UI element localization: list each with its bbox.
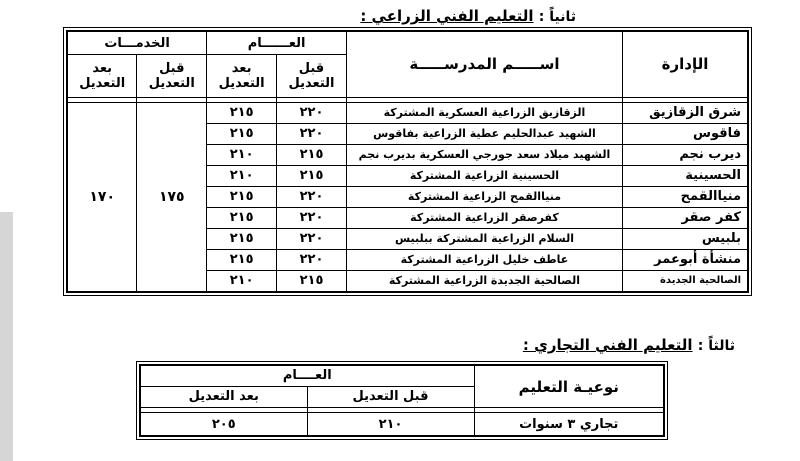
general-before-cell: ٢١٥ — [277, 166, 347, 187]
general-before-cell: ٢٢٠ — [277, 187, 347, 208]
header-administration: الإدارة — [623, 31, 749, 98]
general-before-cell: ٢٢٠ — [277, 103, 347, 124]
admin-cell: الحسينية — [623, 166, 749, 187]
admin-cell: كفر صقر — [623, 208, 749, 229]
section2-heading — [360, 7, 576, 25]
general-after-cell: ٢١٥ — [207, 187, 277, 208]
admin-cell: منياالقمح — [623, 187, 749, 208]
general-after-cell: ٢١٥ — [207, 103, 277, 124]
services-before-cell: ١٧٥ — [137, 103, 207, 293]
admin-cell: ديرب نجم — [623, 145, 749, 166]
header-services-before: قبل التعديل — [137, 55, 207, 98]
general-after-cell: ٢١٥ — [207, 250, 277, 271]
section2-ordinal: ثانياً : — [538, 9, 576, 25]
general-before-cell: ٢٢٠ — [277, 229, 347, 250]
school-cell: منياالقمح الزراعية المشتركة — [346, 187, 622, 208]
school-cell: السلام الزراعية المشتركة ببلبيس — [346, 229, 622, 250]
general-after-cell: ٢١٠ — [207, 145, 277, 166]
admin-cell: منشأة أبوعمر — [623, 250, 749, 271]
agricultural-education-table — [66, 30, 749, 293]
section3-heading — [523, 336, 735, 354]
general-before-cell: ٢١٥ — [277, 271, 347, 293]
general-after-cell: ٢١٥ — [207, 208, 277, 229]
section3-ordinal: ثالثاً : — [697, 338, 735, 354]
admin-cell: الصالحية الجديدة — [623, 271, 749, 293]
school-cell: عاطف خليل الزراعية المشتركة — [346, 250, 622, 271]
school-cell: الصالحية الجديدة الزراعية المشتركة — [346, 271, 622, 293]
general-before-cell: ٢٢٠ — [277, 124, 347, 145]
school-cell: الشهيد عبدالحليم عطية الزراعية بفاقوس — [346, 124, 622, 145]
section2-title: التعليم الفني الزراعي : — [360, 7, 534, 25]
section3-title: التعليم الفني التجاري : — [522, 336, 693, 354]
table-row — [67, 103, 748, 124]
general-before-cell: ٢٢٠ — [277, 250, 347, 271]
header-general-before: قبل التعديل — [277, 55, 347, 98]
commercial-education-table — [139, 364, 665, 437]
admin-cell: شرق الزقازيق — [623, 103, 749, 124]
general-before-cell: ٢١٥ — [277, 145, 347, 166]
after-cell: ٢٠٥ — [140, 413, 307, 437]
general-after-cell: ٢١٥ — [207, 229, 277, 250]
header-general: العــــــام — [207, 31, 347, 55]
table-row — [140, 413, 664, 437]
header-after: بعد التعديل — [140, 387, 307, 408]
before-cell: ٢١٠ — [307, 413, 474, 437]
general-before-cell: ٢٢٠ — [277, 208, 347, 229]
admin-cell: فاقوس — [623, 124, 749, 145]
school-cell: كفرصقر الزراعية المشتركة — [346, 208, 622, 229]
header-general: العــــام — [140, 365, 474, 387]
school-cell: الزقازيق الزراعية العسكرية المشتركة — [346, 103, 622, 124]
header-services: الخدمـــات — [67, 31, 207, 55]
header-before: قبل التعديل — [307, 387, 474, 408]
school-cell: الشهيد ميلاد سعد جورجي العسكرية بديرب نجم — [346, 145, 622, 166]
admin-cell: بلبيس — [623, 229, 749, 250]
services-after-cell: ١٧٠ — [67, 103, 137, 293]
general-after-cell: ٢١٠ — [207, 166, 277, 187]
general-after-cell: ٢١٥ — [207, 124, 277, 145]
education-type-cell: تجاري ٣ سنوات — [474, 413, 664, 437]
school-cell: الحسينية الزراعية المشتركة — [346, 166, 622, 187]
header-education-type: نوعيـة التعليم — [474, 365, 664, 408]
header-school-name: اســـــم المدرســـــة — [346, 31, 622, 98]
scan-margin-strip — [0, 212, 13, 461]
header-general-after: بعد التعديل — [207, 55, 277, 98]
general-after-cell: ٢١٠ — [207, 271, 277, 293]
header-services-after: بعد التعديل — [67, 55, 137, 98]
